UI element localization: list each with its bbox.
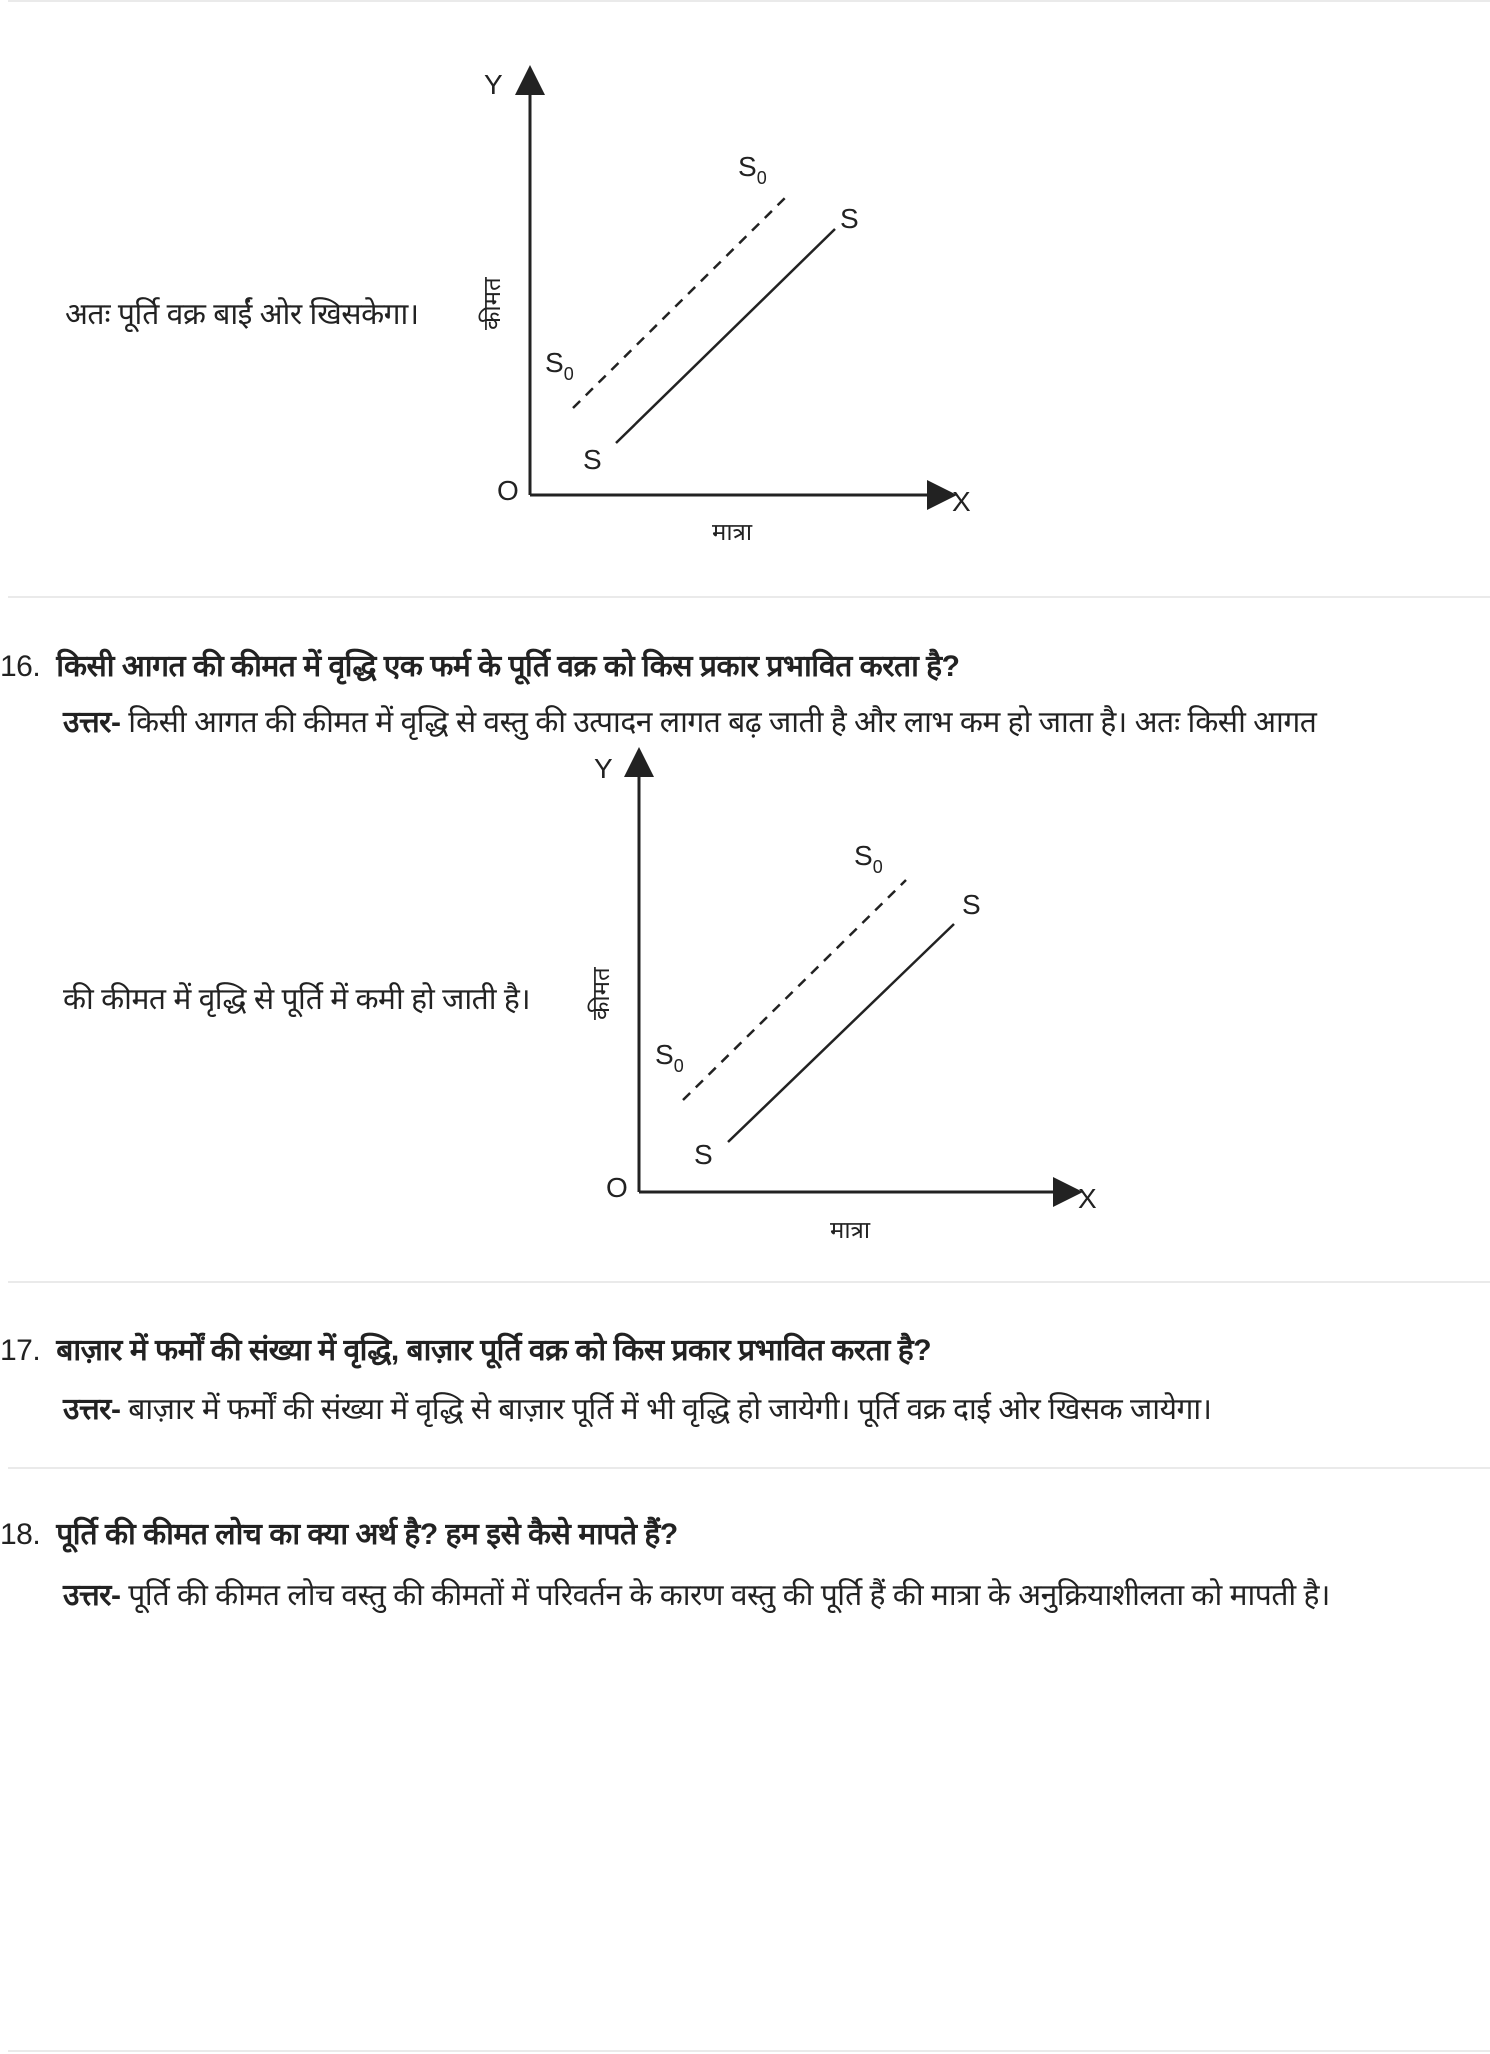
answer-label: उत्तर-	[63, 1579, 121, 1612]
question-18	[0, 1512, 678, 1553]
origin-label: O	[497, 475, 519, 506]
s0-label-bottom: $S_0$	[655, 1039, 684, 1076]
answer-label: उत्तर-	[63, 706, 121, 739]
y-axis-label: Y	[594, 753, 613, 784]
supply-curve-s	[616, 229, 835, 443]
answer-label: उत्तर-	[63, 1393, 121, 1426]
divider	[8, 2050, 1490, 2052]
s0-label-top: $S_0$	[738, 151, 767, 188]
answer-text: बाज़ार में फर्मों की संख्या में वृद्धि से बाज़ार पूर्ति में भी वृद्धि हो जायेगी। पूर्ति वक्र दाई ओर खिसक जायेगा।	[128, 1393, 1212, 1426]
answer-16-line-2: की कीमत में वृद्धि से पूर्ति में कमी हो जाती है।	[63, 983, 531, 1016]
answer-15-text: अतः पूर्ति वक्र बाईं ओर खिसकेगा।	[65, 298, 419, 331]
question-17	[0, 1328, 931, 1369]
answer-text: पूर्ति की कीमत लोच वस्तु की कीमतों में परिवर्तन के कारण वस्तु की पूर्ति हैं की मात्रा के अनुक्रियाशीलता को मापती है।	[128, 1579, 1330, 1612]
x-axis-label: X	[1078, 1183, 1097, 1214]
divider	[8, 596, 1490, 598]
supply-shift-graph-2	[587, 753, 1097, 1244]
question-number: 16.	[0, 650, 41, 683]
question-text: बाज़ार में फर्मों की संख्या में वृद्धि, बाज़ार पूर्ति वक्र को किस प्रकार प्रभावित करता है?	[56, 1334, 932, 1367]
supply-curve-s0	[683, 880, 906, 1100]
s-label-top: S	[840, 203, 859, 234]
price-label: कीमत	[479, 277, 506, 330]
question-16	[0, 644, 959, 685]
s-label-top: S	[962, 889, 981, 920]
supply-curve-s	[728, 924, 954, 1142]
quantity-label: मात्रा	[712, 519, 753, 546]
y-axis-label: Y	[484, 69, 503, 100]
question-number: 17.	[0, 1334, 41, 1367]
s0-label-top: $S_0$	[854, 840, 883, 877]
quantity-label: मात्रा	[830, 1217, 871, 1244]
question-text: पूर्ति की कीमत लोच का क्या अर्थ है? हम इसे कैसे मापते हैं?	[56, 1518, 678, 1551]
price-label: कीमत	[588, 967, 615, 1020]
question-number: 18.	[0, 1518, 41, 1551]
question-text: किसी आगत की कीमत में वृद्धि एक फर्म के पूर्ति वक्र को किस प्रकार प्रभावित करता है?	[56, 650, 960, 683]
answer-text: किसी आगत की कीमत में वृद्धि से वस्तु की उत्पादन लागत बढ़ जाती है और लाभ कम हो जाता है। अतः किसी आगत	[128, 706, 1317, 739]
answer-18	[63, 1573, 1330, 1614]
s0-label-bottom: $S_0$	[545, 347, 574, 384]
divider	[8, 1467, 1490, 1469]
s-label-bottom: S	[694, 1139, 713, 1170]
supply-curve-s0	[573, 193, 790, 408]
answer-17	[63, 1387, 1212, 1428]
s-label-bottom: S	[583, 444, 602, 475]
divider	[8, 1281, 1490, 1283]
origin-label: O	[606, 1172, 628, 1203]
answer-16-line-1	[63, 700, 1316, 741]
x-axis-label: X	[952, 486, 971, 517]
